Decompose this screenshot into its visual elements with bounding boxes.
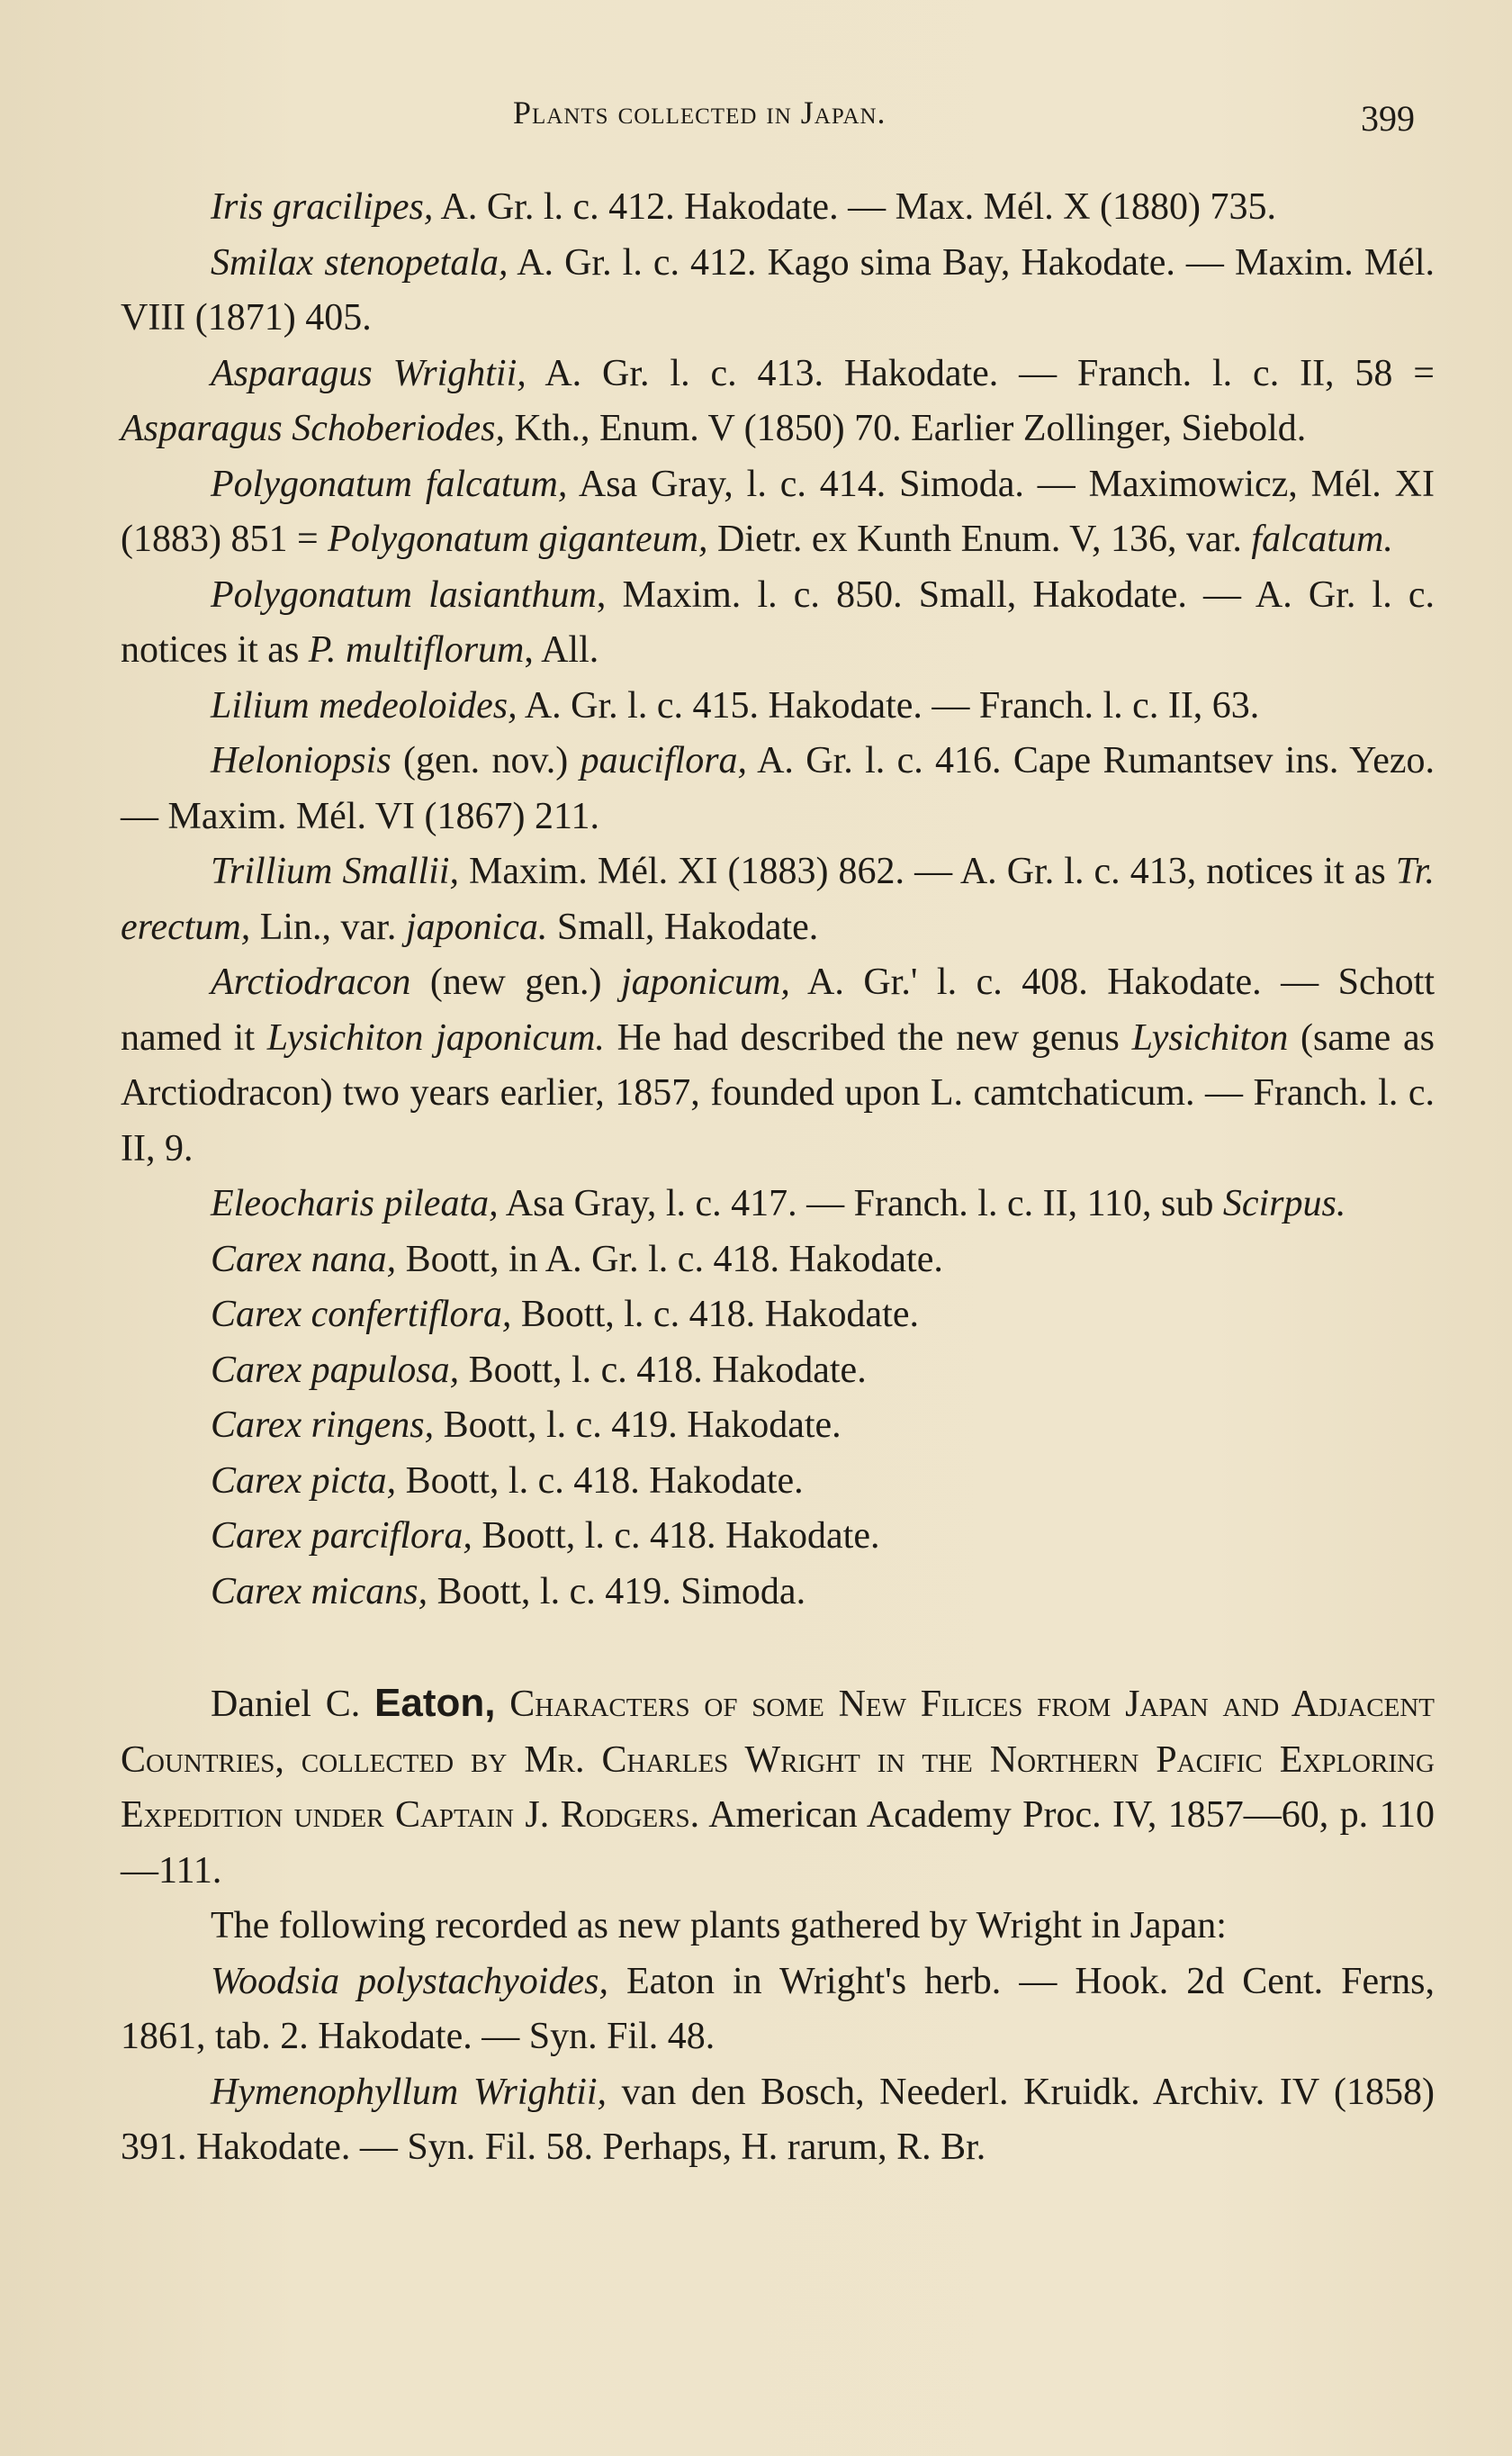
entry-carex-nana: Carex nana, Boott, in A. Gr. l. c. 418. Hakodate. [211,1238,943,1280]
entry-smilax: Smilax stenopetala, A. Gr. l. c. 412. Kago sima Bay, Hakodate. — Maxim. Mél. VIII (1871) 405. [121,241,1436,339]
eaton-reference: Daniel C. Eaton, Characters of some New Filices from Japan and Adjacent Countries, collected by Mr. Charles Wright in the Northern Pacific Exploring Expedition under Captain J. Rodgers. American Academy Proc. IV, 1857—60, p. 110—111. [121,1681,1436,1892]
entry-carex-picta: Carex picta, Boott, l. c. 418. Hakodate. [211,1459,804,1502]
entry-heloniopsis: Heloniopsis (gen. nov.) pauciflora, A. Gr. l. c. 416. Cape Rumantsev ins. Yezo. — Maxim. Mél. VI (1867) 211. [121,740,1436,837]
entry-woodsia: Woodsia polystachyoides, Eaton in Wright's herb. — Hook. 2d Cent. Ferns, 1861, tab. 2. Hakodate. — Syn. Fil. 48. [121,1960,1435,2057]
section-gap [121,1620,1435,1675]
running-header: Plants collected in Japan. [513,95,886,131]
entry-carex-confertiflora: Carex confertiflora, Boott, l. c. 418. Hakodate. [211,1294,919,1335]
entry-carex-parciflora: Carex parciflora, Boott, l. c. 418. Hakodate. [211,1515,880,1557]
entry-arctiodracon: Arctiodracon (new gen.) japonicum, A. Gr.' l. c. 408. Hakodate. — Schott named it Lysichiton japonicum. He had described the new genus Lysichiton (same as Arctiodracon) two years earlier, 1857, founded upon L. camtchaticum. — Franch. l. c. II, 9. [121,962,1435,1169]
intro-paragraph: The following recorded as new plants gathered by Wright in Japan: [211,1905,1227,1946]
entry-eleocharis: Eleocharis pileata, Asa Gray, l. c. 417. — Franch. l. c. II, 110, sub Scirpus. [211,1183,1346,1224]
entry-polygonatum-lasianthum: Polygonatum lasianthum, Maxim. l. c. 850. Small, Hakodate. — A. Gr. l. c. notices it as P. multiflorum, All. [121,573,1435,671]
entry-iris: Iris gracilipes, A. Gr. l. c. 412. Hakodate. — Max. Mél. X (1880) 735. [211,186,1277,228]
entry-lilium: Lilium medeoloides, A. Gr. l. c. 415. Hakodate. — Franch. l. c. II, 63. [211,684,1260,727]
entry-trillium: Trillium Smallii, Maxim. Mél. XI (1883) 862. — A. Gr. l. c. 413, notices it as Tr. erectum, Lin., var. japonica. Small, Hakodate. [121,851,1435,948]
entry-asparagus: Asparagus Wrightii, A. Gr. l. c. 413. Hakodate. — Franch. l. c. II, 58 = Asparagus Schoberiodes, Kth., Enum. V (1850) 70. Earlier Zollinger, Siebold. [121,352,1435,449]
entry-carex-papulosa: Carex papulosa, Boott, l. c. 418. Hakodate. [211,1349,867,1391]
page-body [121,180,1435,2176]
entry-carex-ringens: Carex ringens, Boott, l. c. 419. Hakodate. [211,1404,842,1446]
page-number: 399 [1361,98,1415,139]
entry-polygonatum-falcatum: Polygonatum falcatum, Asa Gray, l. c. 414. Simoda. — Maximowicz, Mél. XI (1883) 851 = Polygonatum giganteum, Dietr. ex Kunth Enum. V, 136, var. falcatum. [121,463,1435,560]
entry-hymenophyllum: Hymenophyllum Wrightii, van den Bosch, Neederl. Kruidk. Archiv. IV (1858) 391. Hakodate. — Syn. Fil. 58. Perhaps, H. rarum, R. Br. [121,2071,1435,2168]
entry-carex-micans: Carex micans, Boott, l. c. 419. Simoda. [211,1570,806,1612]
